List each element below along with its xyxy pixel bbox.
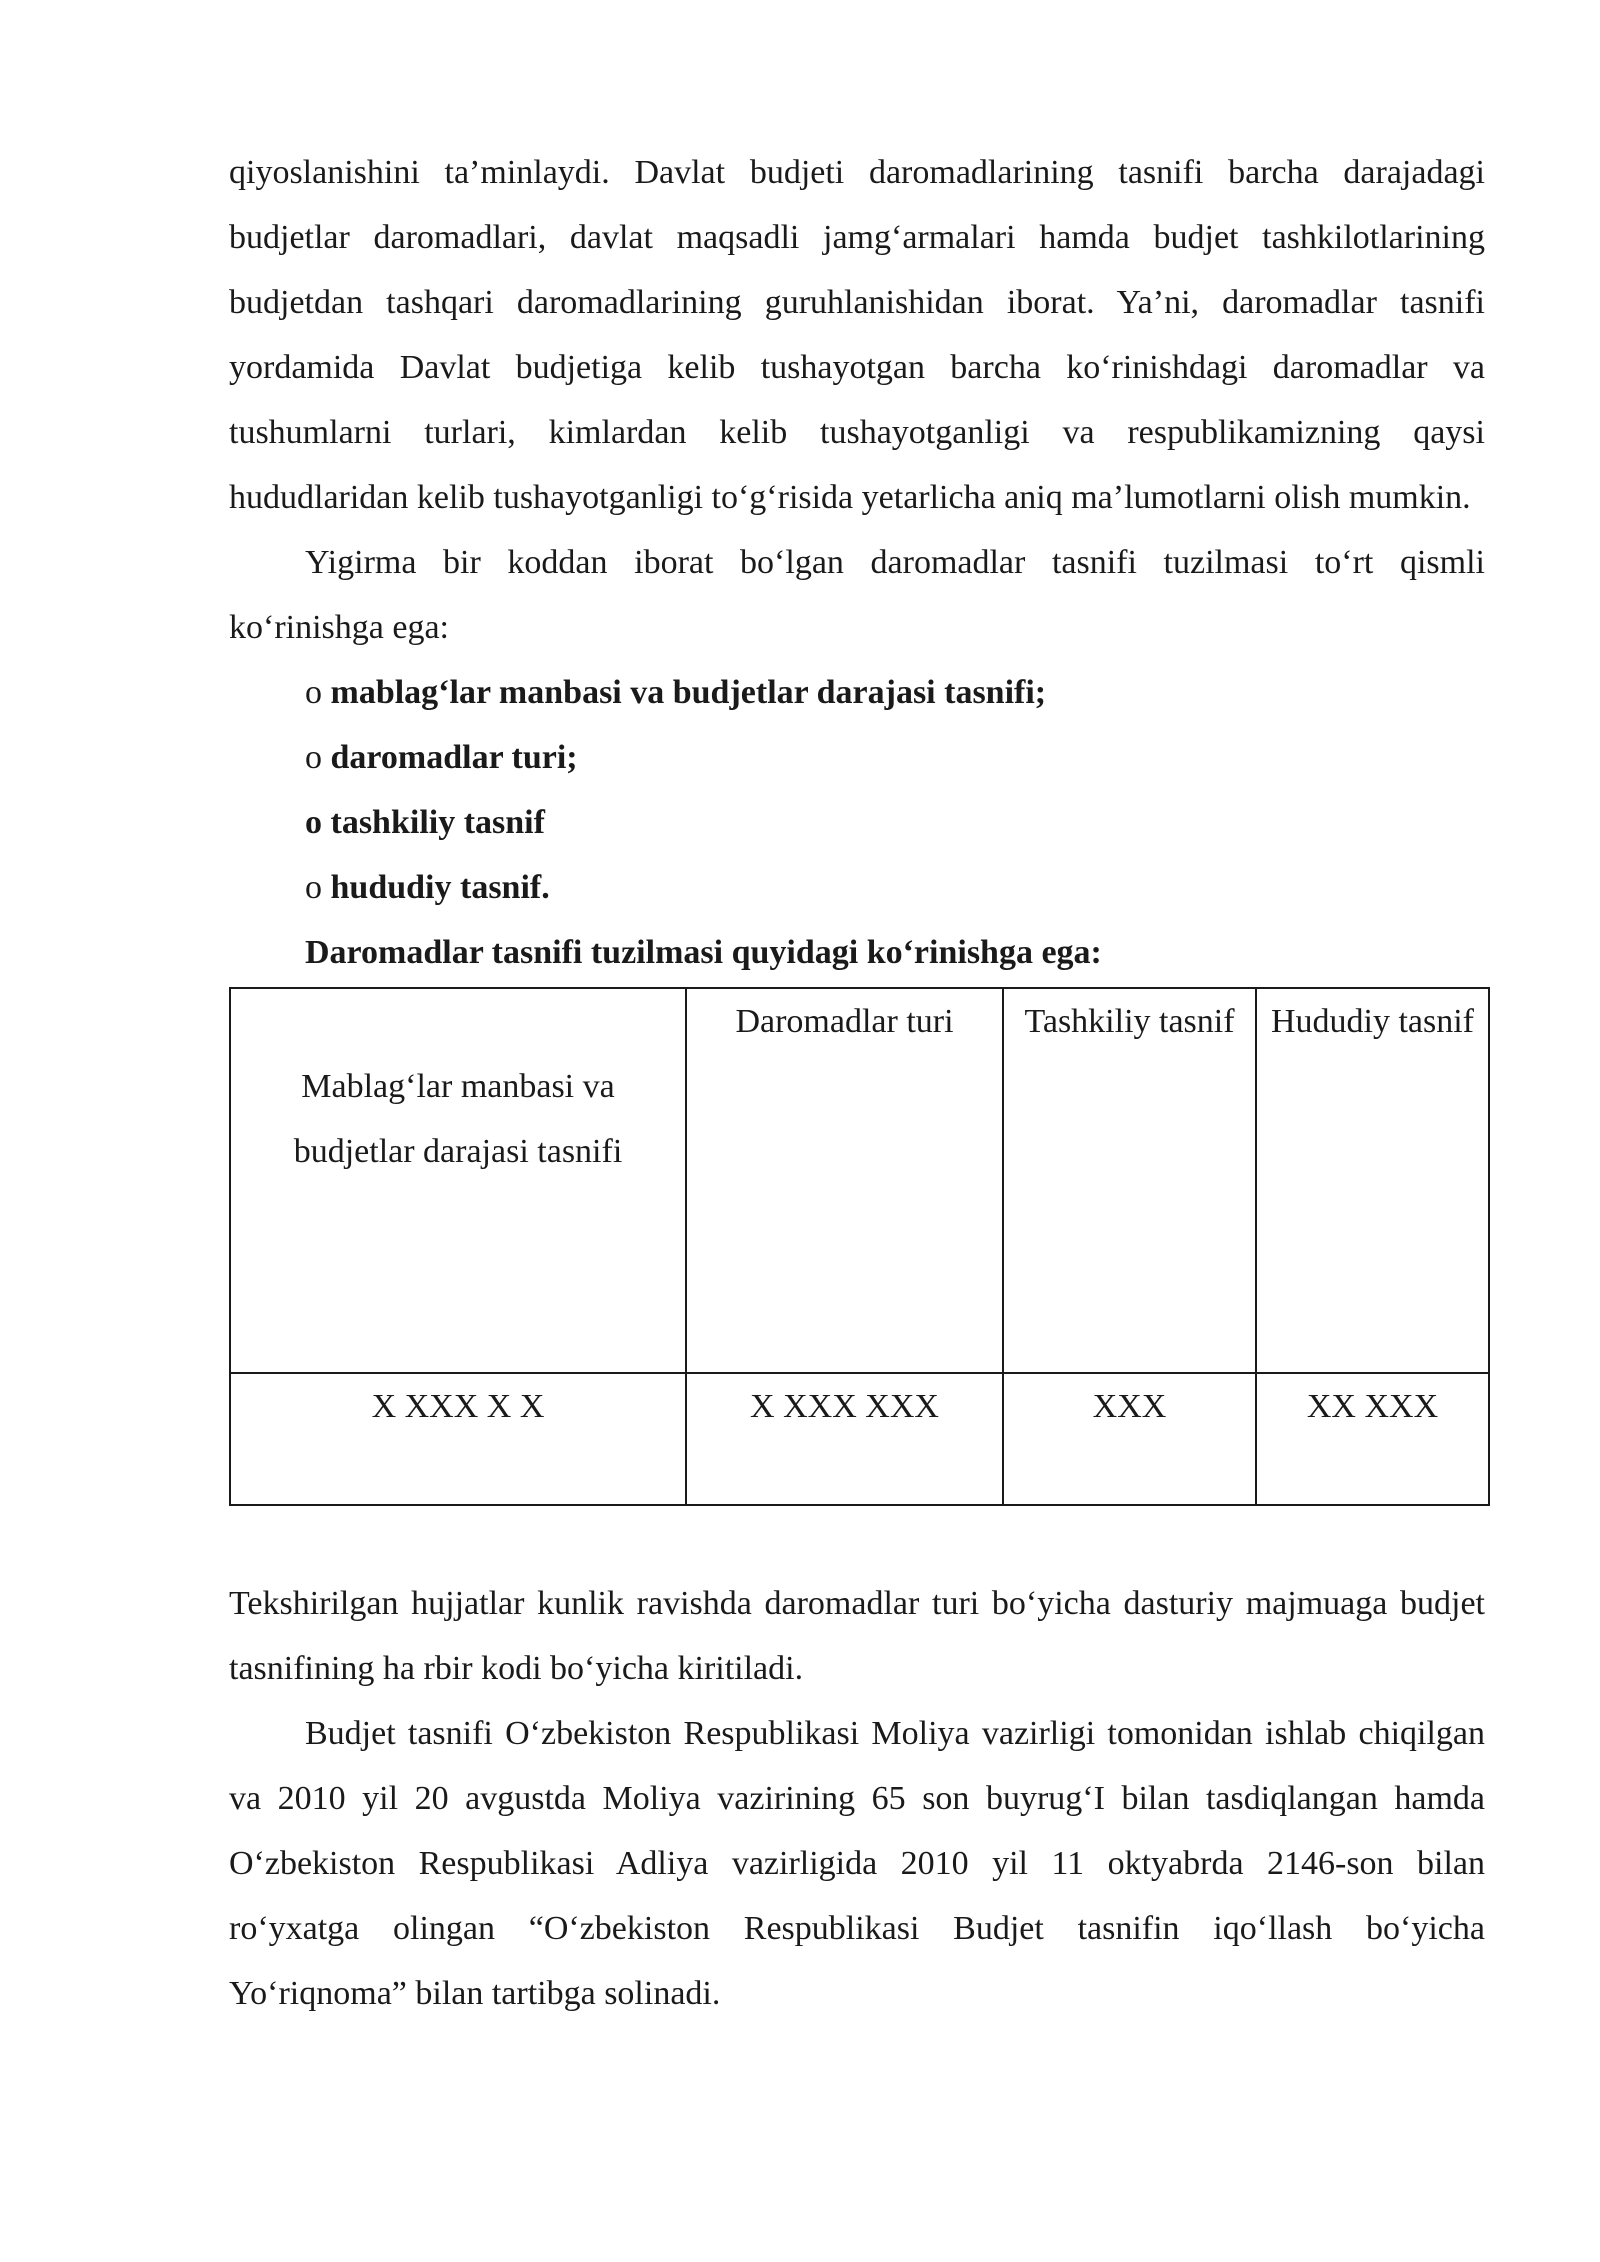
list-marker: o [305,739,322,776]
list-item [229,855,1485,920]
list-item [229,725,1485,790]
header-cell-source-level: Mablag‘lar manbasi va budjetlar darajasi tasnifi [230,988,686,1373]
code-cell-source-level: X XXX X X [230,1373,686,1505]
code-cell-territorial: XX XXX [1256,1373,1489,1505]
header-cell-organizational: Tashkiliy tasnif [1003,988,1256,1373]
structure-list [229,660,1485,920]
table-code-row [230,1373,1489,1505]
list-marker: o [305,674,322,711]
list-marker: o [305,869,322,906]
header-cell-revenue-type: Daromadlar turi [686,988,1003,1373]
table-heading: Daromadlar tasnifi tuzilmasi quyidagi ko‘rinishga ega: [305,934,1102,971]
document-page [229,140,1485,2026]
list-item-text: mablag‘lar manbasi va budjetlar darajasi tasnifi; [330,674,1047,711]
list-item-text: daromadlar turi; [330,739,578,776]
header-cell-territorial: Hududiy tasnif [1256,988,1489,1373]
paragraph-intro: qiyoslanishini ta’minlaydi. Davlat budjeti daromadlarining tasnifi barcha darajadagi budjetlar daromadlari, davlat maqsadli jamg‘armalari hamda budjet tashkilotlarining budjetdan tashqari daromadlarining guruhlanishidan iborat. Ya’ni, daromadlar tasnifi yordamida Davlat budjetiga kelib tushayotgan barcha ko‘rinishdagi daromadlar va tushumlarni turlari, kimlardan kelib tushayotganligi va respublikamizning qaysi hududlaridan kelib tushayotganligi to‘g‘risida yetarlicha aniq ma’lumotlarni olish mumkin. [229,154,1485,516]
list-item-text: hududiy tasnif. [330,869,550,906]
code-cell-revenue-type: X XXX XXX [686,1373,1003,1505]
list-marker: o [305,804,322,841]
classification-table [229,987,1490,1506]
list-item [229,660,1485,725]
list-item [229,790,1485,855]
list-item-text: tashkiliy tasnif [330,804,545,841]
table-header-row [230,988,1489,1373]
code-cell-organizational: XXX [1003,1373,1256,1505]
paragraph-structure: Yigirma bir koddan iborat bo‘lgan daromadlar tasnifi tuzilmasi to‘rt qismli ko‘rinishga ega: [229,544,1485,646]
paragraph-regulation: Budjet tasnifi O‘zbekiston Respublikasi Moliya vazirligi tomonidan ishlab chiqilgan va 2010 yil 20 avgustda Moliya vazirining 65 son buyrug‘I bilan tasdiqlangan hamda O‘zbekiston Respublikasi Adliya vazirligida 2010 yil 11 oktyabrda 2146-son bilan ro‘yxatga olingan “O‘zbekiston Respublikasi Budjet tasnifin iqo‘llash bo‘yicha Yo‘riqnoma” bilan tartibga solinadi. [229,1715,1485,2012]
paragraph-entry: Tekshirilgan hujjatlar kunlik ravishda daromadlar turi bo‘yicha dasturiy majmuaga budjet tasnifining ha rbir kodi bo‘yicha kiritiladi. [229,1585,1485,1687]
